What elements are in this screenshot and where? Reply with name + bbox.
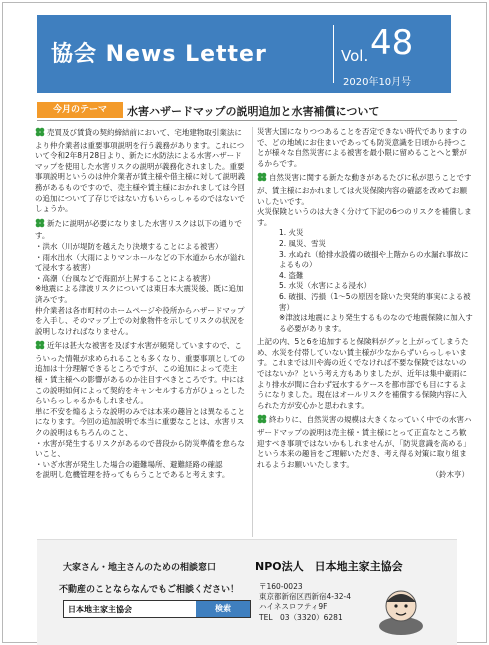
note-text: ※地震による津波リスクについては東日本大震災後、既に追加済みです。 xyxy=(35,284,244,304)
address-line: ハイネスロフティ9F xyxy=(259,602,328,612)
address-line: 東京都新宿区西新宿4-32-4 xyxy=(259,592,351,602)
article-paragraph xyxy=(257,414,473,481)
list-item: 4. 盗難 xyxy=(279,270,304,280)
right-column xyxy=(257,127,473,484)
article-paragraph xyxy=(35,340,247,481)
search-keyword: 日本地主家主協会 xyxy=(68,605,132,614)
search-box[interactable] xyxy=(63,600,251,618)
theme-underline xyxy=(37,120,457,121)
bullet-item: ・いざ水害が発生した場合の避難場所、避難経路の確認 xyxy=(35,459,223,469)
risk-item: ・洪水（川が堤防を越えたり決壊することによる被害） xyxy=(35,241,223,251)
issue-date: 2020年10月号 xyxy=(343,77,412,88)
clover-icon xyxy=(35,218,45,232)
paragraph-text: 単に不安を煽るような説明のみでは本来の趣旨とは異なることになります。今回の追加説明で本当に重要なことは、水害リスクの説明はもちろんのこと、 xyxy=(35,406,245,438)
risk-item: ・高潮（台風などで海面が上昇することによる被害） xyxy=(35,273,215,283)
consultation-tagline: 不動産のことならなんでもご相談ください！ xyxy=(59,585,240,595)
paragraph-text: 火災保険というのは大きく分けて下記の6つのリスクを補償します。 xyxy=(257,207,472,227)
header-divider xyxy=(333,25,334,83)
paragraph-text: 終わりに、自然災害の規模は大きくなっていく中での水害ハザードマップの説明は売主様・賃主様にとって正直なところ歓迎すべき事項ではないかもしれませんが、「防災意識を高める」という本来の趣旨をご理解いただき、考え得る対策に取り組まれるようお願いいたします。 xyxy=(257,415,472,469)
theme-row xyxy=(37,101,457,119)
paragraph-text: 自然災害に関する新たな動きがあるたびに私が思うことですが、賃主様におかれましては火災保険内容の確認を改めてお願いしたいです。 xyxy=(257,173,472,206)
paragraph-text: を説明し危機管理を持ってもらうことであると考えます。 xyxy=(35,470,230,480)
note-text: ※津波は地震により発生するものなので地震保険に加入する必要があります。 xyxy=(279,313,473,333)
postal-code: 〒160-0023 xyxy=(259,582,303,591)
theme-title: 水害ハザードマップの説明追加と水害補償について xyxy=(127,105,380,118)
paragraph-text: 近年は甚大な被害を及ぼす水害が頻発していますので、こういった情報が求められることも多くなり、重要事項としての追加は十分理解できるところですが、この追加によって売主様・賃主様への影響があるのか注目すべきところです。中にはこの説明如何によって契約をキャンセルする方がひょっとしたらいらっしゃるかもしれません。 xyxy=(35,341,245,406)
clover-icon xyxy=(35,340,45,354)
search-button[interactable]: 検索 xyxy=(196,601,250,617)
list-item: 5. 水災（水害による浸水） xyxy=(279,281,372,291)
newsletter-title: 協会 News Letter xyxy=(51,42,267,67)
mascot-illustration xyxy=(373,580,429,640)
header-banner xyxy=(37,15,451,93)
organization-name: NPO法人 日本地主家主協会 xyxy=(255,560,403,573)
article-paragraph xyxy=(35,127,247,215)
volume-label: Vol. xyxy=(341,47,369,65)
article-paragraph xyxy=(257,172,473,334)
paragraph-text: 仲介業者は各市町村のホームページや役所からハザードマップを入手し、そのマップ上での対象物件を示してリスクの状況を説明しなければなりません。 xyxy=(35,305,245,336)
clover-icon xyxy=(257,414,267,428)
list-item: 6. 破損、汚損（1〜5の原因を除いた突発的事実による被害） xyxy=(279,291,471,312)
column-divider xyxy=(252,127,253,537)
volume-number: 48 xyxy=(370,23,414,63)
article-paragraph xyxy=(35,218,247,338)
clover-icon xyxy=(257,172,267,186)
paragraph-text: 上記の内、5と6を追加すると保険料がグッと上がってしまうため、水災を付帯していない賃主様が少なからずいらっしゃいます。これまでは川や海の近くでなければ不要な保険ではないのではないか？という考え方もありましたが、近年は集中豪雨により排水が間に合わず冠水するケースを都市部でも目にするようになりました。現在はオールリスクを補償する保険内容に入られた方が安心かと思われます。 xyxy=(257,337,469,410)
paragraph-text: 売買及び賃貸の契約締結前において、宅地建物取引業法により仲介業者は重要事項説明を行う義務があります。これについて令和2年8月28日より、新たに水防法による水害ハザードマップを使用した水害リスクの説明が義務化されました。重要事項説明というのは仲介業者が賃主様や借主様に対して説明義務があるものですので、売主様や賃主様におかれましては今回の追加について了存じではない方もいらっしゃるのではないでしょうか。 xyxy=(35,128,245,214)
footer-panel xyxy=(37,539,457,645)
clover-icon xyxy=(35,127,45,141)
newsletter-page xyxy=(2,2,487,643)
bullet-item: ・水害が発生するリスクがあるので普段から防災準備を怠らないこと、 xyxy=(35,438,245,459)
list-item: 2. 風災、雪災 xyxy=(279,238,327,248)
paragraph-text: 新たに説明が必要になりました水害リスクは以下の通りです。 xyxy=(35,218,242,241)
telephone: TEL 03（3320）6281 xyxy=(259,612,343,622)
insurance-list xyxy=(257,228,473,334)
theme-label: 今月のテーマ xyxy=(37,102,123,118)
organization-address xyxy=(259,582,351,623)
risk-item: ・雨水出水（大雨によりマンホールなどの下水道から水が溢れて浸水する被害） xyxy=(35,252,245,273)
author-signature: （鈴木亨） xyxy=(431,470,469,480)
list-item: 3. 水ぬれ（給排水設備の破損や上階からの水漏れ事故によるもの） xyxy=(279,249,469,270)
left-column xyxy=(35,127,247,484)
list-item: 1. 火災 xyxy=(279,228,304,238)
consultation-heading: 大家さん・地主さんのための相談窓口 xyxy=(63,563,217,573)
paragraph-text: 災害大国になりつつあることを否定できない時代でありますので、どの地域にお住まいであっても防災意識を日頃から持つことが様々な自然災害による被害を最小限に留めることへと繋がるからです。 xyxy=(257,127,467,168)
